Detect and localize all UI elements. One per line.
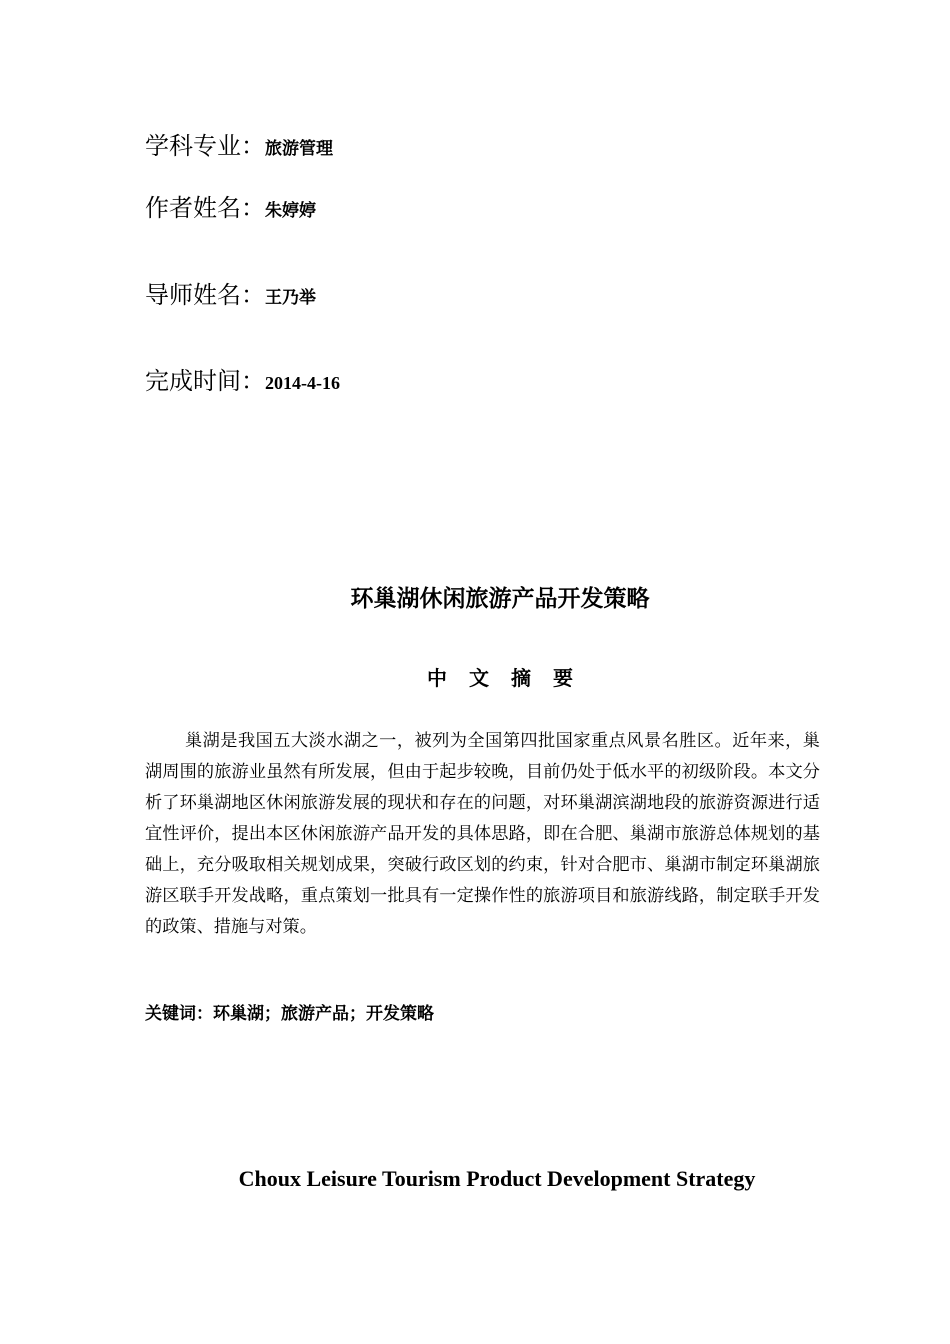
abstract-heading: 中文摘要 [427, 666, 595, 690]
author-value: 朱婷婷 [265, 201, 316, 221]
date-label: 完成时间： [145, 367, 265, 395]
abstract-body: 巢湖是我国五大淡水湖之一，被列为全国第四批国家重点风景名胜区。近年来，巢湖周围的旅游业虽然有所发展，但由于起步较晚，目前仍处于低水平的初级阶段。本文分析了环巢湖地区休闲旅游发展的现状和存在的问题，对环巢湖滨湖地段的旅游资源进行适宜性评价，提出本区休闲旅游产品开发的具体思路，即在合肥、巢湖市旅游总体规划的基础上，充分吸取相关规划成果，突破行政区划的约束，针对合肥市、巢湖市制定环巢湖旅游区联手开发战略，重点策划一批具有一定操作性的旅游项目和旅游线路，制定联手开发的政策、措施与对策。 [145, 731, 820, 937]
subject-label: 学科专业： [145, 132, 265, 160]
author-label: 作者姓名： [145, 194, 265, 222]
english-title: Choux Leisure Tourism Product Development Strategy [238, 1166, 756, 1191]
subject-row [145, 126, 333, 161]
author-row [145, 188, 316, 223]
keywords-label: 关键词： [145, 1004, 213, 1024]
date-row [145, 361, 340, 396]
date-value: 2014-4-16 [265, 373, 340, 393]
subject-value: 旅游管理 [265, 139, 333, 159]
keywords-line [145, 999, 434, 1024]
advisor-label: 导师姓名： [145, 281, 265, 309]
chinese-title: 环巢湖休闲旅游产品开发策略 [350, 586, 650, 612]
keywords-text: 环巢湖；旅游产品；开发策略 [213, 1004, 434, 1024]
advisor-row [145, 275, 316, 310]
advisor-value: 王乃举 [265, 288, 316, 308]
